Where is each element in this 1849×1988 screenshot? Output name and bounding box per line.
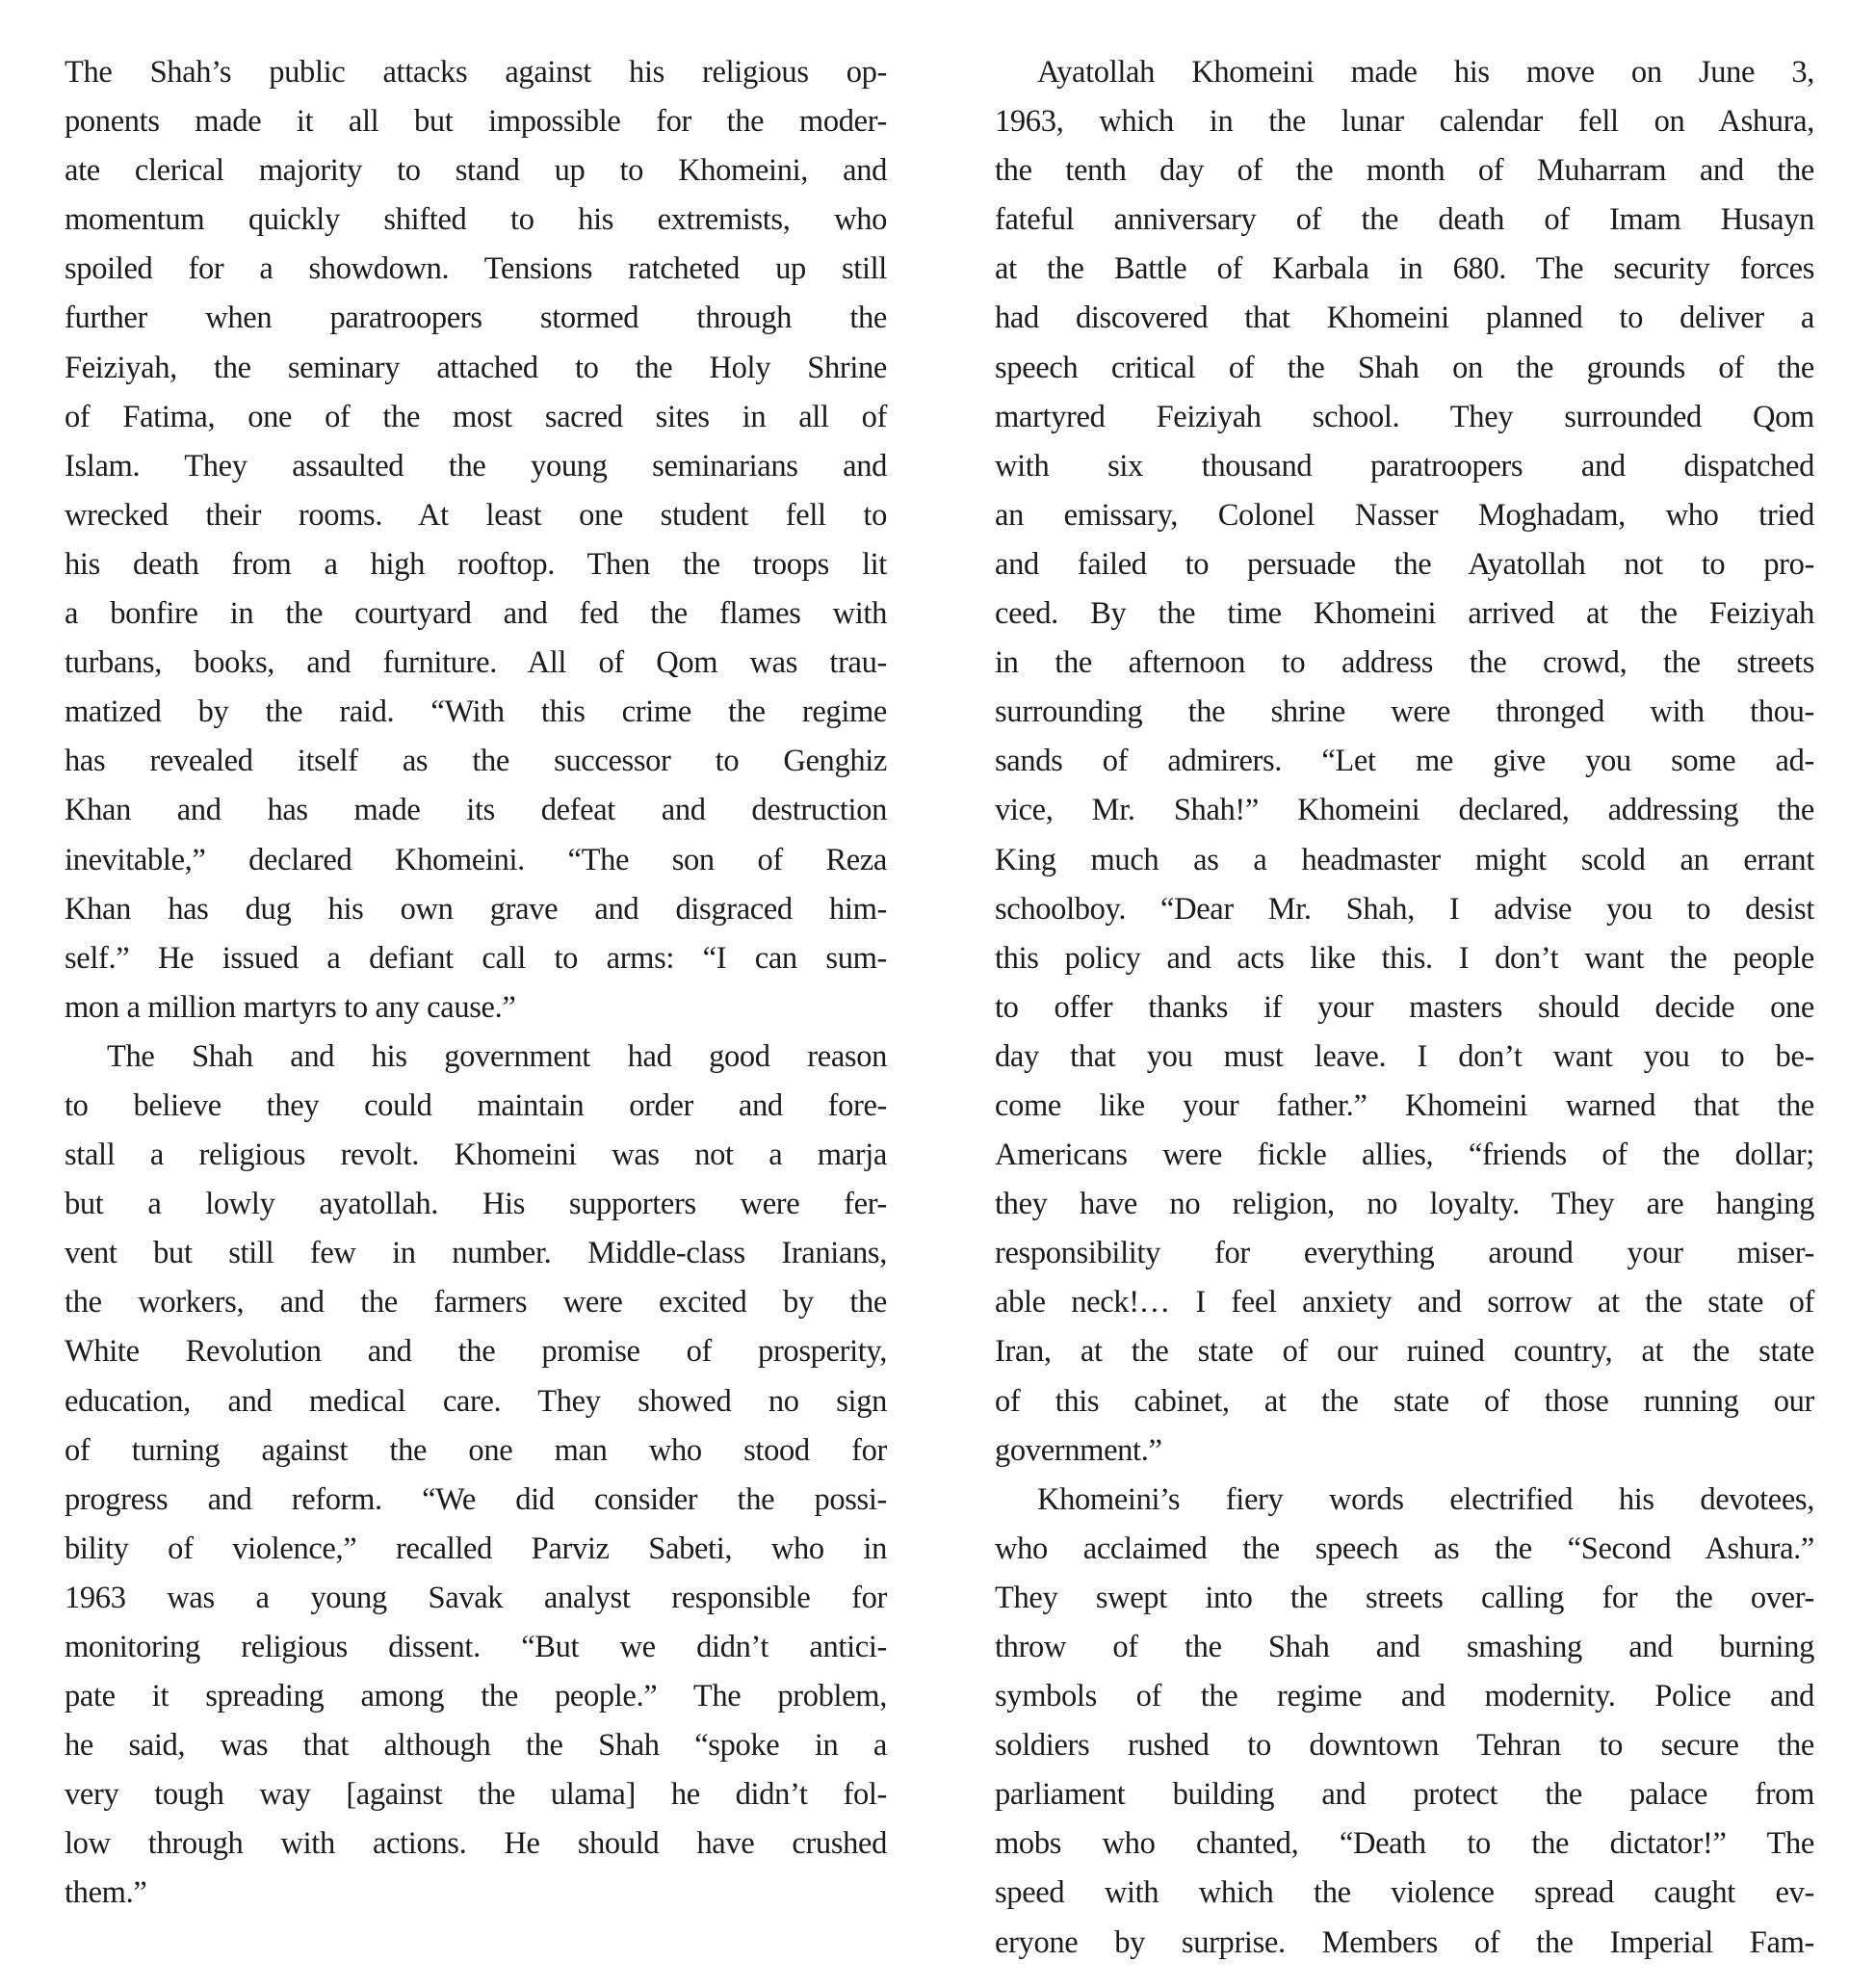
text-line: matized by the raid. “With this crime the regime (65, 694, 887, 730)
text-line: soldiers rushed to downtown Tehran to secure the (995, 1728, 1814, 1764)
text-line: parliament building and protect the palace from (995, 1777, 1814, 1813)
text-line: mobs who chanted, “Death to the dictator!” The (995, 1826, 1814, 1862)
text-line: Islam. They assaulted the young seminarians and (65, 448, 887, 484)
text-line: 1963, which in the lunar calendar fell on Ashura, (995, 104, 1814, 140)
text-line: in the afternoon to address the crowd, the streets (995, 645, 1814, 681)
text-line: vice, Mr. Shah!” Khomeini declared, addressing the (995, 793, 1814, 828)
text-line: Khan and has made its defeat and destruction (65, 793, 887, 828)
text-line: very tough way [against the ulama] he didn’t fol- (65, 1777, 887, 1813)
text-line: ceed. By the time Khomeini arrived at the Feiziyah (995, 596, 1814, 632)
text-line: mon a million martyrs to any cause.” (65, 989, 516, 1025)
text-line: but a lowly ayatollah. His supporters were fer- (65, 1187, 887, 1222)
text-line: had discovered that Khomeini planned to deliver a (995, 301, 1814, 336)
text-line: self.” He issued a defiant call to arms: “I can sum- (65, 940, 887, 976)
text-line: this policy and acts like this. I don’t want the people (995, 940, 1814, 976)
text-line: at the Battle of Karbala in 680. The security forces (995, 251, 1814, 287)
text-line: The Shah’s public attacks against his religious op- (65, 55, 887, 90)
paragraph (65, 48, 887, 1033)
text-line: come like your father.” Khomeini warned that the (995, 1087, 1814, 1123)
text-line: the tenth day of the month of Muharram and the (995, 153, 1814, 189)
text-line: speech critical of the Shah on the grounds of the (995, 350, 1814, 385)
text-line: inevitable,” declared Khomeini. “The son of Reza (65, 842, 887, 877)
text-line: a bonfire in the courtyard and fed the flames with (65, 596, 887, 632)
text-line: eryone by surprise. Members of the Imperial Fam- (995, 1924, 1814, 1960)
text-line: further when paratroopers stormed through the (65, 301, 887, 336)
left-column (65, 48, 887, 1919)
text-line: The Shah and his government had good reason (107, 1038, 887, 1074)
text-line: who acclaimed the speech as the “Second Ashura.” (995, 1530, 1814, 1566)
text-line: White Revolution and the promise of prosperity, (65, 1334, 887, 1370)
text-line: ponents made it all but impossible for the moder- (65, 104, 887, 140)
text-line: symbols of the regime and modernity. Police and (995, 1679, 1814, 1714)
text-line: to offer thanks if your masters should decide one (995, 989, 1814, 1025)
text-line: with six thousand paratroopers and dispatched (995, 448, 1814, 484)
text-line: fateful anniversary of the death of Imam Husayn (995, 202, 1814, 238)
text-line: Khomeini’s fiery words electrified his devotees, (1037, 1481, 1814, 1517)
text-line: sands of admirers. “Let me give you some ad- (995, 744, 1814, 779)
text-line: speed with which the violence spread caught ev- (995, 1875, 1814, 1911)
text-line: responsibility for everything around your miser- (995, 1236, 1814, 1271)
text-line: bility of violence,” recalled Parviz Sabeti, who in (65, 1530, 887, 1566)
text-line: King much as a headmaster might scold an errant (995, 842, 1814, 877)
text-line: They swept into the streets calling for the over- (995, 1580, 1814, 1615)
text-line: Ayatollah Khomeini made his move on June 3, (1037, 55, 1814, 90)
text-line: vent but still few in number. Middle-class Iranians, (65, 1236, 887, 1271)
text-line: 1963 was a young Savak analyst responsible for (65, 1580, 887, 1615)
text-line: surrounding the shrine were thronged with thou- (995, 694, 1814, 730)
text-line: education, and medical care. They showed no sign (65, 1383, 887, 1419)
text-line: low through with actions. He should have crushed (65, 1826, 887, 1862)
text-line: day that you must leave. I don’t want you to be- (995, 1038, 1814, 1074)
text-line: stall a religious revolt. Khomeini was not a marja (65, 1138, 887, 1173)
text-line: Khan has dug his own grave and disgraced him- (65, 891, 887, 927)
text-line: schoolboy. “Dear Mr. Shah, I advise you to desist (995, 891, 1814, 927)
text-line: wrecked their rooms. At least one student fell to (65, 497, 887, 533)
text-line: the workers, and the farmers were excited by the (65, 1285, 887, 1321)
paragraph (995, 1476, 1814, 1968)
text-line: of turning against the one man who stood for (65, 1432, 887, 1468)
text-line: his death from a high rooftop. Then the troops lit (65, 546, 887, 582)
text-line: has revealed itself as the successor to Genghiz (65, 744, 887, 779)
text-line: monitoring religious dissent. “But we didn’t antici- (65, 1630, 887, 1664)
right-column (995, 48, 1814, 1968)
paragraph (65, 1033, 887, 1919)
text-line: them.” (65, 1875, 147, 1911)
text-line: martyred Feiziyah school. They surrounded Qom (995, 399, 1814, 434)
text-line: Feiziyah, the seminary attached to the Holy Shrine (65, 350, 887, 385)
text-line: pate it spreading among the people.” The problem, (65, 1679, 887, 1714)
text-line: they have no religion, no loyalty. They are hanging (995, 1187, 1814, 1222)
text-line: Americans were fickle allies, “friends of the dollar; (995, 1138, 1814, 1173)
text-line: momentum quickly shifted to his extremists, who (65, 202, 887, 238)
text-line: of this cabinet, at the state of those running our (995, 1383, 1814, 1419)
text-line: throw of the Shah and smashing and burning (995, 1630, 1814, 1664)
text-line: ate clerical majority to stand up to Khomeini, and (65, 153, 887, 189)
text-line: government.” (995, 1432, 1162, 1468)
text-line: to believe they could maintain order and fore- (65, 1087, 887, 1123)
text-line: spoiled for a showdown. Tensions ratcheted up still (65, 251, 887, 287)
text-line: an emissary, Colonel Nasser Moghadam, who tried (995, 497, 1814, 533)
text-line: Iran, at the state of our ruined country, at the state (995, 1334, 1814, 1370)
text-line: of Fatima, one of the most sacred sites in all of (65, 399, 887, 434)
text-line: turbans, books, and furniture. All of Qom was trau- (65, 645, 887, 681)
text-line: and failed to persuade the Ayatollah not to pro- (995, 546, 1814, 582)
paragraph (995, 48, 1814, 1476)
text-line: progress and reform. “We did consider the possi- (65, 1481, 887, 1517)
text-line: he said, was that although the Shah “spoke in a (65, 1728, 887, 1764)
text-line: able neck!… I feel anxiety and sorrow at the state of (995, 1285, 1814, 1321)
